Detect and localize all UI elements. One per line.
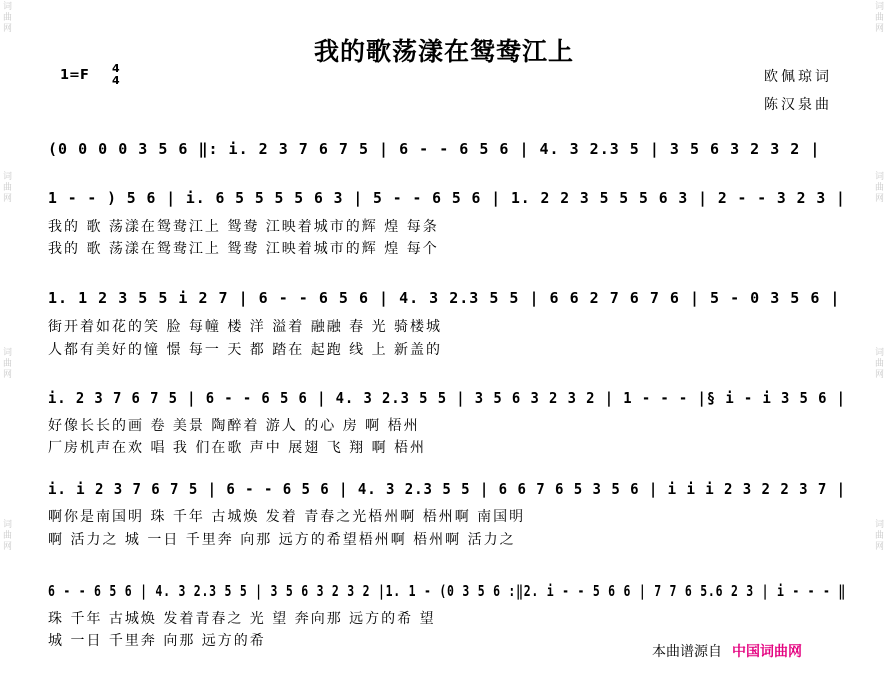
score-system: [48, 189, 846, 261]
lyrics-verse-2: 人都有美好的憧 憬 每一 天 都 踏在 起跑 线 上 新盖的: [48, 342, 443, 358]
lyrics-verse-1: 街开着如花的笑 脸 每幢 楼 洋 溢着 融融 春 光 骑楼城: [48, 319, 443, 335]
song-title: 我的歌荡漾在鸳鸯江上: [313, 37, 574, 66]
watermark-right: 词曲网: [875, 520, 885, 552]
score-system: [48, 389, 846, 461]
composer-credit: 陈汉泉曲: [764, 97, 832, 113]
lyrics-verse-2: 啊 活力之 城 一日 千里奔 向那 远方的希望梧州啊 梧州啊 活力之: [48, 532, 516, 548]
lyrics-verse-1: 啊你是南国明 珠 千年 古城焕 发着 青春之光梧州啊 梧州啊 南国明: [48, 509, 526, 525]
score-system: [48, 289, 846, 361]
time-sig-top: 4: [112, 62, 120, 75]
notation-line: i. 2 3 7 6 7 5 | 6 - - 6 5 6 | 4. 3 2.3 5 5 | 3 5 6 3 2 3 2 | 1 - - - |§ i - i 3 5 6 |: [48, 389, 846, 407]
notation-line: (0 0 0 0 3 5 6 ‖: i. 2 3 7 6 7 5 | 6 - - 6 5 6 | 4. 3 2.3 5 | 3 5 6 3 2 3 2 |: [48, 140, 821, 158]
notation-line: 6 - - 6 5 6 | 4. 3 2.3 5 5 | 3 5 6 3 2 3 2 |1. 1 - (0 3 5 6 :‖2. i - - 5 6 6 | 7 7 6 5.6 2 3 | i - - - ‖: [48, 582, 847, 600]
key-signature: 1=F: [60, 68, 89, 83]
watermark-left: 词曲网: [3, 520, 13, 552]
notation-line: i. i 2 3 7 6 7 5 | 6 - - 6 5 6 | 4. 3 2.3 5 5 | 6 6 7 6 5 3 5 6 | i i i 2 3 2 2 3 7 |: [48, 480, 847, 498]
lyrics-verse-2: 城 一日 千里奔 向那 远方的希: [48, 633, 266, 649]
watermark-right: 词曲网: [875, 172, 885, 204]
time-sig-bottom: 4: [112, 74, 120, 87]
source-footer: [652, 641, 802, 661]
score-system: [48, 140, 846, 164]
watermark-left: 词曲网: [3, 348, 13, 380]
watermark-right: 词曲网: [875, 348, 885, 380]
notation-line: 1. 1 2 3 5 5 i 2 7 | 6 - - 6 5 6 | 4. 3 2.3 5 5 | 6 6 2 7 6 7 6 | 5 - 0 3 5 6 |: [48, 289, 841, 307]
watermark-left: 词曲网: [3, 172, 13, 204]
brand-link[interactable]: 中国词曲网: [732, 644, 802, 660]
lyrics-verse-2: 我的 歌 荡漾在鸳鸯江上 鸳鸯 江映着城市的辉 煌 每个: [48, 241, 439, 257]
lyrics-verse-2: 厂房机声在欢 唱 我 们在歌 声中 展翅 飞 翔 啊 梧州: [48, 440, 427, 456]
watermark-left: 词曲网: [3, 2, 13, 34]
lyrics-verse-1: 好像长长的画 卷 美景 陶醉着 游人 的心 房 啊 梧州: [48, 418, 420, 434]
source-label: 本曲谱源自: [652, 644, 722, 660]
lyrics-verse-1: 我的 歌 荡漾在鸳鸯江上 鸳鸯 江映着城市的辉 煌 每条: [48, 219, 439, 235]
lyricist-credit: 欧佩琼词: [764, 69, 832, 85]
lyrics-verse-1: 珠 千年 古城焕 发着青春之 光 望 奔向那 远方的希 望: [48, 611, 436, 627]
score-system: [48, 480, 846, 552]
time-signature: [112, 63, 120, 87]
watermark-right: 词曲网: [875, 2, 885, 34]
notation-line: 1 - - ) 5 6 | i. 6 5 5 5 5 6 3 | 5 - - 6 5 6 | 1. 2 2 3 5 5 5 6 3 | 2 - - 3 2 3 |: [48, 189, 846, 207]
